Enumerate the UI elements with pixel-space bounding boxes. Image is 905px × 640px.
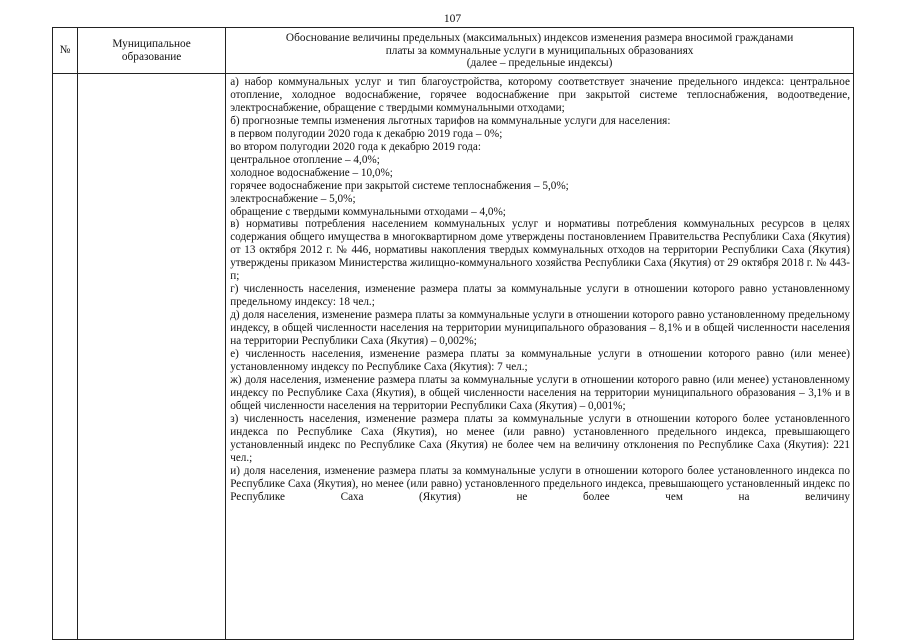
row-municipality-cell bbox=[78, 74, 226, 640]
paragraph-d: д) доля населения, изменение размера платы за коммунальные услуги в отношении которого равно установленному предельному индексу, в общей численности населения на территории муниципального образования – 8,1% и в общей численности населения на территории Республики Саха (Якутия) – 0,002%; bbox=[230, 309, 850, 348]
paragraph-zh: ж) доля населения, изменение размера платы за коммунальные услуги в отношении которого равно (или менее) установленному индексу по Республике Саха (Якутия), в общей численности населения на территории муниципального образования – 3,1% и в общей численности населения на территории Республики Саха (Якутия) – 0,001%; bbox=[230, 373, 850, 412]
paragraph-g: г) численность населения, изменение размера платы за коммунальные услуги в отношении которого равно установленному предельному индексу: 18 чел.; bbox=[230, 283, 850, 309]
row-justification-cell bbox=[226, 74, 854, 640]
paragraph-a: а) набор коммунальных услуг и тип благоустройства, которому соответствует значение предельного индекса: центральное отопление, холодное водоснабжение, горячее водоснабжение при закрытой системе теплоснабжения, водоотведение, электроснабжение, обращение с твердыми коммунальными отходами; bbox=[230, 76, 850, 114]
table-header-row bbox=[53, 28, 854, 74]
paragraph-b-cold-water: холодное водоснабжение – 10,0%; bbox=[230, 166, 393, 179]
header-justification-line: Обоснование величины предельных (максимальных) индексов изменения размера вносимой гражданами bbox=[285, 32, 794, 45]
paragraph-b-waste: обращение с твердыми коммунальными отходами – 4,0%; bbox=[230, 205, 506, 218]
paragraph-b-heating: центральное отопление – 4,0%; bbox=[230, 153, 380, 166]
header-municipality-line: образование bbox=[121, 50, 182, 63]
paragraph-b-second-half: во втором полугодии 2020 года к декабрю 2019 года: bbox=[230, 140, 481, 153]
paragraph-b: б) прогнозные темпы изменения льготных тарифов на коммунальные услуги для населения: bbox=[230, 114, 671, 127]
justification-table bbox=[52, 27, 854, 640]
header-municipality-line: Муниципальное bbox=[112, 38, 191, 51]
header-justification-line: платы за коммунальные услуги в муниципальных образованиях bbox=[385, 44, 694, 57]
table-row bbox=[53, 74, 854, 640]
header-number: № bbox=[53, 28, 78, 74]
row-number-cell bbox=[53, 74, 78, 640]
paragraph-b-electricity: электроснабжение – 5,0%; bbox=[230, 192, 356, 205]
header-justification-line: (далее – предельные индексы) bbox=[466, 57, 613, 70]
paragraph-e: е) численность населения, изменение размера платы за коммунальные услуги в отношении которого равно (или менее) установленному индексу по Республике Саха (Якутия): 7 чел.; bbox=[230, 348, 850, 373]
header-justification bbox=[226, 28, 854, 74]
paragraph-v: в) нормативы потребления населением коммунальных услуг и нормативы потребления коммунальных ресурсов в целях содержания общего имущества в многоквартирном доме утверждены постановлением Правительства Республики Саха (Якутия) от 13 октября 2012 г. № 446, нормативы накопления твердых коммунальных отходов на территории Республики Саха (Якутия) утверждены приказом Министерства жилищно-коммунального хозяйства Республики Саха (Якутия) от 29 октября 2018 г. № 443-п; bbox=[230, 218, 850, 283]
page-number: 107 bbox=[443, 13, 462, 25]
paragraph-z: з) численность населения, изменение размера платы за коммунальные услуги в отношении которого более установленного индекса по Республике Саха (Якутия), но менее (или равно) установленного предельного индекса, превышающего установленный индекс по Республике Саха (Якутия) не более чем на величину отклонения по Республике Саха (Якутия): 221 чел.; bbox=[230, 412, 850, 464]
paragraph-b-first-half: в первом полугодии 2020 года к декабрю 2019 года – 0%; bbox=[230, 127, 503, 140]
paragraph-i: и) доля населения, изменение размера платы за коммунальные услуги в отношении которого более установленного индекса по Республике Саха (Якутия), но менее (или равно) установленного предельного индекса, превышающего установленный индекс по Республике Саха (Якутия) не более чем на величину bbox=[230, 464, 850, 503]
paragraph-b-hot-water: горячее водоснабжение при закрытой системе теплоснабжения – 5,0%; bbox=[230, 179, 569, 192]
header-municipality bbox=[78, 28, 226, 74]
